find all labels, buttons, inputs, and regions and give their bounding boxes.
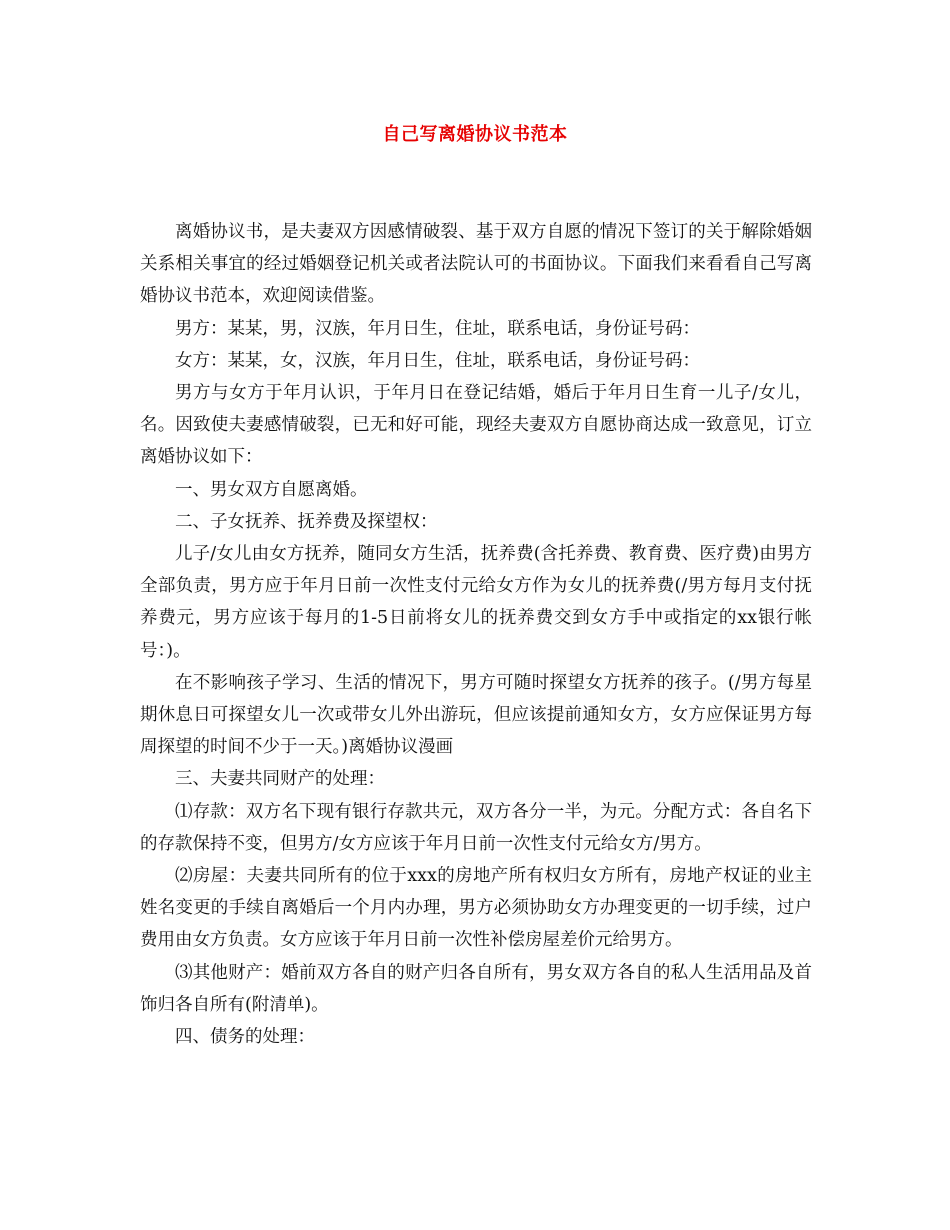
savings-paragraph: ⑴存款：双方名下现有银行存款共元，双方各分一半，为元。分配方式：各自名下的存款保持不变，但男方/女方应该于年月日前一次性支付元给女方/男方。 — [140, 801, 812, 854]
husband-info: 男方：某某，男，汉族，年月日生，住址，联系电话，身份证号码： — [175, 318, 700, 339]
wife-info: 女方：某某，女，汉族，年月日生，住址，联系电话，身份证号码： — [175, 350, 700, 371]
visitation-paragraph: 在不影响孩子学习、生活的情况下，男方可随时探望女方抚养的孩子。(/男方每星期休息日可探望女儿一次或带女儿外出游玩，但应该提前通知女方，女方应保证男方每周探望的时间不少于一天。)离婚协议漫画 — [140, 672, 812, 758]
intro-paragraph: 离婚协议书，是夫妻双方因感情破裂、基于双方自愿的情况下签订的关于解除婚姻关系相关事宜的经过婚姻登记机关或者法院认可的书面协议。下面我们来看看自己写离婚协议书范本，欢迎阅读借鉴。 — [140, 222, 812, 307]
document-body — [140, 216, 812, 1053]
clause-4-heading: 四、债务的处理： — [175, 1027, 315, 1048]
marriage-background: 男方与女方于年月认识，于年月日在登记结婚，婚后于年月日生育一儿子/女儿，名。因致使夫妻感情破裂，已无和好可能，现经夫妻双方自愿协商达成一致意见，订立离婚协议如下： — [140, 383, 812, 468]
document-title: 自己写离婚协议书范本 — [382, 124, 568, 145]
other-property-paragraph: ⑶其他财产：婚前双方各自的财产归各自所有，男女双方各自的私人生活用品及首饰归各自所有(附清单)。 — [140, 962, 812, 1015]
house-paragraph: ⑵房屋：夫妻共同所有的位于xxx的房地产所有权归女方所有，房地产权证的业主姓名变更的手续自离婚后一个月内办理，男方必须协助女方办理变更的一切手续，过户费用由女方负责。女方应该于年月日前一次性补偿房屋差价元给男方。 — [140, 866, 812, 951]
child-support-paragraph: 儿子/女儿由女方抚养，随同女方生活，抚养费(含托养费、教育费、医疗费)由男方全部负责，男方应于年月日前一次性支付元给女方作为女儿的抚养费(/男方每月支付抚养费元，男方应该于每月的1-5日前将女儿的抚养费交到女方手中或指定的xx银行帐号：)。 — [140, 544, 812, 661]
clause-2-heading: 二、子女抚养、抚养费及探望权： — [175, 511, 438, 532]
clause-3-heading: 三、夫妻共同财产的处理： — [175, 769, 385, 790]
clause-1-heading: 一、男女双方自愿离婚。 — [175, 479, 368, 500]
